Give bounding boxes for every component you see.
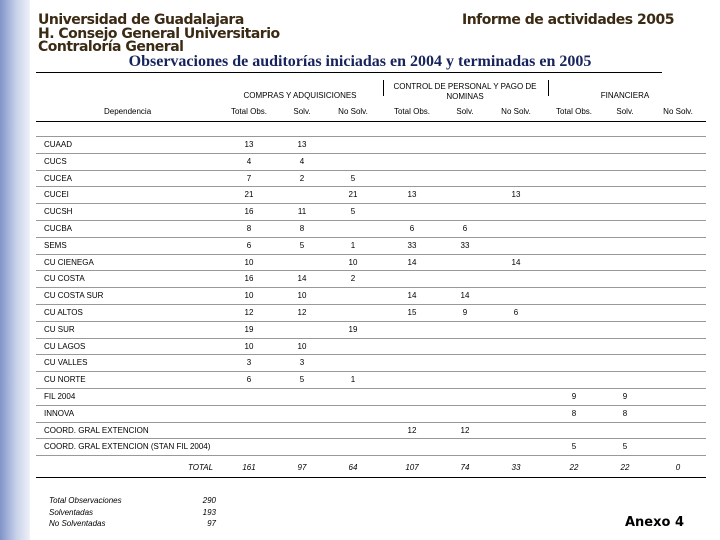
table-cell: 10 <box>348 257 358 267</box>
header-rule <box>36 121 706 122</box>
table-cell: 6 <box>409 224 415 233</box>
row-rule <box>36 254 706 255</box>
column-header-dependencia: Dependencia <box>104 107 152 116</box>
table-cell: 33 <box>407 240 417 250</box>
university-name: Universidad de Guadalajara <box>38 12 244 28</box>
row-rule <box>36 388 706 389</box>
row-rule <box>36 405 706 406</box>
column-header: No Solv. <box>663 107 693 116</box>
table-cell: 5 <box>350 173 356 183</box>
table-cell: 4 <box>299 156 305 166</box>
group-divider <box>383 80 384 96</box>
total-cell: 107 <box>405 463 419 473</box>
column-header: Solv. <box>616 107 634 116</box>
row-rule <box>36 304 706 305</box>
summary-label: No Solventadas <box>49 519 106 528</box>
page-title: Observaciones de auditorías iniciadas en 2004 y terminadas en 2005 <box>128 53 592 70</box>
table-cell: 3 <box>299 358 305 368</box>
table-cell: 15 <box>407 308 417 317</box>
decorative-side-band <box>0 0 30 540</box>
row-rule <box>36 287 706 288</box>
group-header-financiera: FINANCIERA <box>600 91 650 100</box>
row-rule <box>36 186 706 187</box>
total-label: TOTAL <box>188 463 214 473</box>
total-cell: 22 <box>569 463 579 473</box>
row-label: CU SUR <box>44 324 75 334</box>
summary-value: 193 <box>202 507 216 517</box>
row-label: CU VALLES <box>44 358 88 368</box>
total-cell: 64 <box>348 463 358 473</box>
summary-label: Solventadas <box>49 507 94 517</box>
table-cell: 21 <box>348 190 358 200</box>
row-label: COORD. GRAL EXTENCION <box>44 425 149 435</box>
table-cell: 21 <box>244 190 254 200</box>
row-label: COORD. GRAL EXTENCION (STAN FIL 2004) <box>44 442 211 452</box>
table-cell: 6 <box>246 240 252 250</box>
row-label: CUCBA <box>44 224 73 233</box>
table-cell: 6 <box>462 224 468 233</box>
column-header: No Solv. <box>501 107 531 116</box>
row-rule <box>36 136 706 137</box>
row-label: CUCSH <box>44 207 73 217</box>
table-cell: 6 <box>513 308 519 317</box>
table-cell: 12 <box>407 425 417 435</box>
total-cell: 33 <box>511 463 521 473</box>
table-cell: 5 <box>299 240 305 250</box>
row-label: CUCS <box>44 156 67 166</box>
summary-label: Total Observaciones <box>49 496 122 505</box>
row-label: CUCEA <box>44 173 73 183</box>
column-header: Total Obs. <box>230 107 267 116</box>
row-label: SEMS <box>44 240 67 250</box>
summary-value: 290 <box>202 496 216 505</box>
table-cell: 2 <box>350 274 356 284</box>
table-cell: 8 <box>299 224 305 233</box>
row-label: INNOVA <box>44 408 75 418</box>
table-cell: 14 <box>460 291 470 301</box>
table-cell: 5 <box>622 442 628 452</box>
column-header: Solv. <box>293 107 311 116</box>
table-cell: 9 <box>462 308 468 317</box>
table-cell: 1 <box>350 375 356 385</box>
total-cell: 22 <box>620 463 630 473</box>
table-cell: 19 <box>348 324 358 334</box>
table-cell: 13 <box>407 190 417 200</box>
table-cell: 16 <box>244 207 254 217</box>
total-cell: 97 <box>297 463 307 473</box>
table-cell: 3 <box>246 358 252 368</box>
table-cell: 8 <box>246 224 252 233</box>
table-cell: 12 <box>460 425 470 435</box>
council-name: H. Consejo General Universitario <box>38 26 280 42</box>
group-header-compras: COMPRAS Y ADQUISICIONES <box>243 91 357 100</box>
row-rule <box>36 371 706 372</box>
table-cell: 16 <box>244 274 254 284</box>
office-name: Contraloría General <box>38 39 184 55</box>
table-cell: 14 <box>407 257 417 267</box>
table-cell: 13 <box>297 140 307 149</box>
row-label: CUCEI <box>44 190 69 200</box>
total-cell: 74 <box>460 463 470 473</box>
row-rule <box>36 422 706 423</box>
title-underline <box>36 72 662 73</box>
row-rule <box>36 455 706 456</box>
row-rule <box>36 354 706 355</box>
row-label: CU COSTA <box>44 274 85 284</box>
group-header-nominas: CONTROL DE PERSONAL Y PAGO DE NOMINAS <box>393 82 537 101</box>
row-rule <box>36 338 706 339</box>
table-cell: 9 <box>571 392 577 401</box>
column-header: Total Obs. <box>393 107 430 116</box>
row-label: CUAAD <box>44 140 73 149</box>
row-label: CU ALTOS <box>44 308 83 317</box>
table-cell: 12 <box>244 308 254 317</box>
table-cell: 11 <box>297 207 307 217</box>
table-cell: 10 <box>297 341 307 351</box>
totals-rule <box>36 477 706 478</box>
row-rule <box>36 321 706 322</box>
table-cell: 19 <box>244 324 254 334</box>
table-cell: 14 <box>407 291 417 301</box>
table-cell: 5 <box>571 442 577 452</box>
table-cell: 1 <box>350 240 356 250</box>
row-label: CU COSTA SUR <box>44 291 104 301</box>
table-cell: 2 <box>299 173 305 183</box>
row-rule <box>36 153 706 154</box>
row-label: FIL 2004 <box>44 392 76 401</box>
row-label: CU NORTE <box>44 375 86 385</box>
annex-label: Anexo 4 <box>624 515 684 530</box>
table-cell: 13 <box>244 140 254 149</box>
report-name: Informe de actividades 2005 <box>462 12 674 28</box>
table-cell: 33 <box>460 240 470 250</box>
table-cell: 6 <box>246 375 252 385</box>
total-cell: 0 <box>675 463 681 473</box>
table-cell: 10 <box>244 291 254 301</box>
row-rule <box>36 203 706 204</box>
table-cell: 10 <box>244 257 254 267</box>
table-cell: 14 <box>511 257 521 267</box>
column-header: Total Obs. <box>555 107 592 116</box>
row-rule <box>36 220 706 221</box>
row-rule <box>36 270 706 271</box>
column-header: No Solv. <box>338 107 368 116</box>
table-cell: 10 <box>297 291 307 301</box>
table-cell: 5 <box>350 207 356 217</box>
column-header: Solv. <box>456 107 474 116</box>
row-rule <box>36 237 706 238</box>
table-cell: 7 <box>246 173 252 183</box>
row-rule <box>36 438 706 439</box>
table-cell: 4 <box>246 156 252 166</box>
total-cell: 161 <box>242 463 256 473</box>
table-cell: 9 <box>622 392 628 401</box>
table-cell: 10 <box>244 341 254 351</box>
table-cell: 8 <box>622 408 628 418</box>
table-cell: 14 <box>297 274 307 284</box>
row-label: CU CIENEGA <box>44 257 94 267</box>
table-cell: 12 <box>297 308 307 317</box>
table-cell: 13 <box>511 190 521 200</box>
table-cell: 8 <box>571 408 577 418</box>
row-label: CU LAGOS <box>44 341 86 351</box>
group-divider <box>548 80 549 96</box>
table-cell: 5 <box>299 375 305 385</box>
row-rule <box>36 170 706 171</box>
summary-value: 97 <box>207 519 216 528</box>
